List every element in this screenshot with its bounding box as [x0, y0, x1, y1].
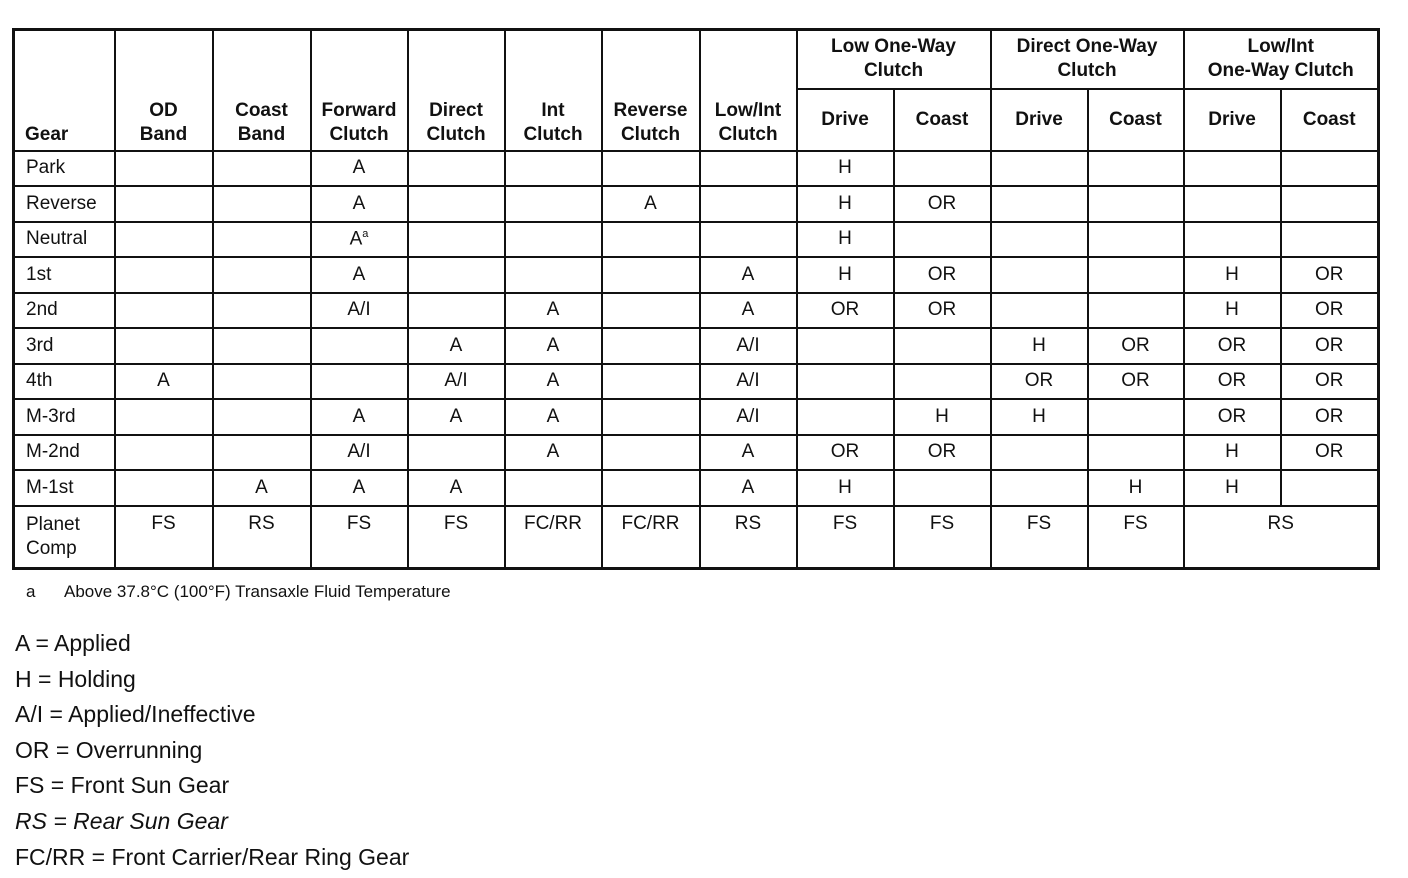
table-cell [991, 293, 1088, 329]
table-cell: H [991, 399, 1088, 435]
table-cell: OR [1184, 399, 1281, 435]
planet-comp-cell: FS [991, 506, 1088, 569]
table-cell [311, 222, 408, 258]
gear-cell: Reverse [14, 186, 115, 222]
table-cell [602, 470, 700, 506]
table-cell [115, 328, 213, 364]
table-cell [1184, 151, 1281, 187]
table-cell: H [797, 470, 894, 506]
table-cell [700, 186, 797, 222]
header-line-2: Clutch [1057, 60, 1117, 82]
table-cell [894, 151, 991, 187]
low-int-owc-drive-header: Drive [1184, 89, 1281, 151]
table-cell [894, 328, 991, 364]
table-cell [1088, 435, 1184, 471]
table-cell [213, 435, 311, 471]
table-cell: OR [1184, 364, 1281, 400]
table-cell [602, 257, 700, 293]
table-cell: OR [894, 257, 991, 293]
gear-cell: M-3rd [14, 399, 115, 435]
header-line-2: Band [139, 123, 188, 145]
table-cell [213, 222, 311, 258]
table-cell [505, 257, 602, 293]
table-cell [700, 222, 797, 258]
table-cell: OR [991, 364, 1088, 400]
table-cell [991, 435, 1088, 471]
label-line: Planet [26, 513, 80, 535]
table-cell: H [1184, 435, 1281, 471]
direct-owc-coast-header: Coast [1088, 89, 1184, 151]
table-cell: OR [1281, 435, 1379, 471]
gear-column-header: Gear [14, 30, 115, 151]
header-line-1: Reverse [613, 99, 688, 121]
legend-item: RS = Rear Sun Gear [15, 807, 228, 834]
table-cell [602, 151, 700, 187]
legend-item: A/I = Applied/Ineffective [15, 701, 256, 728]
table-cell [700, 151, 797, 187]
gear-cell: 1st [14, 257, 115, 293]
table-cell: A [213, 470, 311, 506]
header-line-1: Direct One-Way [1016, 36, 1158, 58]
planet-comp-label [14, 506, 115, 569]
table-cell: OR [1281, 328, 1379, 364]
table-cell [1088, 151, 1184, 187]
od-band-header [115, 30, 213, 151]
table-cell [602, 293, 700, 329]
table-cell: A [505, 399, 602, 435]
gear-cell: M-2nd [14, 435, 115, 471]
footnote-mark: a [26, 582, 36, 601]
gear-cell: Neutral [14, 222, 115, 258]
header-line-2: Clutch [329, 123, 389, 145]
legend-item: FC/RR = Front Carrier/Rear Ring Gear [15, 843, 410, 870]
table-cell: A/I [408, 364, 505, 400]
table-cell: A [505, 328, 602, 364]
table-cell: A [311, 151, 408, 187]
table-cell [311, 364, 408, 400]
table-cell: OR [797, 435, 894, 471]
header-line-2: Clutch [863, 60, 924, 82]
table-cell: OR [1281, 257, 1379, 293]
planet-comp-cell: RS [213, 506, 311, 569]
planet-comp-cell: FS [408, 506, 505, 569]
table-cell: A/I [700, 364, 797, 400]
table-cell: A [602, 186, 700, 222]
direct-clutch-header [408, 30, 505, 151]
table-cell: OR [1088, 364, 1184, 400]
table-cell [894, 470, 991, 506]
table-cell [115, 399, 213, 435]
table-row [14, 186, 1379, 222]
table-cell [115, 293, 213, 329]
legend-item: OR = Overrunning [15, 736, 203, 763]
planet-comp-cell: FC/RR [505, 506, 602, 569]
table-cell: A [408, 328, 505, 364]
table-cell: A [700, 470, 797, 506]
table-row [14, 328, 1379, 364]
header-line-1: Low One-Way [831, 36, 956, 58]
table-cell [1088, 293, 1184, 329]
table-cell: OR [797, 293, 894, 329]
clutch-application-table [12, 28, 1380, 570]
table-cell: OR [1281, 399, 1379, 435]
table-cell [797, 399, 894, 435]
table-row [14, 151, 1379, 187]
reverse-clutch-header [602, 30, 700, 151]
planet-comp-cell: RS [1184, 506, 1379, 569]
header-line-2: Clutch [523, 123, 583, 145]
planet-comp-cell: FS [1088, 506, 1184, 569]
table-cell [115, 222, 213, 258]
table-cell [797, 364, 894, 400]
table-cell [1088, 399, 1184, 435]
header-line-1: OD [149, 99, 178, 121]
footnote [26, 582, 451, 602]
footnote-text: Above 37.8°C (100°F) Transaxle Fluid Temperature [64, 582, 451, 601]
table-cell [1184, 186, 1281, 222]
table-cell: OR [894, 435, 991, 471]
header-line-1: Direct [429, 99, 483, 121]
header-line-1: Low/Int [714, 99, 782, 121]
legend-item: H = Holding [15, 665, 136, 692]
table-cell: H [1184, 470, 1281, 506]
table-cell: A [505, 293, 602, 329]
direct-owc-drive-header: Drive [991, 89, 1088, 151]
table-cell: H [991, 328, 1088, 364]
table-cell: A [505, 364, 602, 400]
table-cell: A [311, 470, 408, 506]
table-cell [1088, 186, 1184, 222]
gear-cell: 3rd [14, 328, 115, 364]
table-cell: H [1184, 293, 1281, 329]
table-cell [602, 364, 700, 400]
table-body [14, 151, 1379, 569]
table-cell [213, 186, 311, 222]
table-cell [213, 257, 311, 293]
table-cell: A [408, 399, 505, 435]
table-cell: OR [894, 293, 991, 329]
legend-item: A = Applied [15, 630, 131, 656]
table-cell [115, 435, 213, 471]
table-cell: A [700, 293, 797, 329]
header-line-1: Low/Int [1247, 36, 1314, 58]
table-cell: H [797, 151, 894, 187]
table-cell [991, 470, 1088, 506]
table-cell: H [797, 222, 894, 258]
table-cell [1088, 222, 1184, 258]
table-cell [991, 151, 1088, 187]
table-cell: A [505, 435, 602, 471]
table-cell [602, 328, 700, 364]
table-cell [991, 186, 1088, 222]
low-owc-drive-header: Drive [797, 89, 894, 151]
table-row [14, 222, 1379, 258]
table-cell [991, 222, 1088, 258]
table-row [14, 470, 1379, 506]
table-cell [408, 222, 505, 258]
table-cell [408, 435, 505, 471]
table-cell [1281, 151, 1379, 187]
gear-cell: Park [14, 151, 115, 187]
table-cell: A [311, 186, 408, 222]
table-cell: A [408, 470, 505, 506]
table-cell [797, 328, 894, 364]
planet-comp-cell: FS [894, 506, 991, 569]
table-cell [408, 151, 505, 187]
table-cell [115, 151, 213, 187]
legend-item: FS = Front Sun Gear [15, 772, 230, 799]
table-cell [213, 364, 311, 400]
table-cell: OR [1088, 328, 1184, 364]
table-cell [894, 364, 991, 400]
table-cell [505, 151, 602, 187]
planet-comp-cell: FS [797, 506, 894, 569]
table-row [14, 364, 1379, 400]
header-line-2: Clutch [620, 123, 681, 145]
table-cell: H [797, 257, 894, 293]
table-cell [991, 257, 1088, 293]
int-clutch-header [505, 30, 602, 151]
table-cell: OR [1281, 364, 1379, 400]
table-cell: H [894, 399, 991, 435]
table-cell: A [311, 257, 408, 293]
gear-cell: 2nd [14, 293, 115, 329]
table-row [14, 293, 1379, 329]
table-cell: A/I [700, 328, 797, 364]
low-int-clutch-header [700, 30, 797, 151]
table-row [14, 435, 1379, 471]
header-line-2: Clutch [426, 123, 486, 145]
forward-clutch-header [311, 30, 408, 151]
planet-comp-cell: FC/RR [602, 506, 700, 569]
gear-cell: 4th [14, 364, 115, 400]
table-cell [213, 151, 311, 187]
low-owc-coast-header: Coast [894, 89, 991, 151]
table-cell [213, 328, 311, 364]
table-row [14, 257, 1379, 293]
planet-comp-cell: RS [700, 506, 797, 569]
table-cell: H [1088, 470, 1184, 506]
gear-cell: M-1st [14, 470, 115, 506]
table-cell: A [700, 257, 797, 293]
table-cell [602, 435, 700, 471]
cell-value: A [349, 228, 363, 250]
table-cell [1281, 222, 1379, 258]
table-cell [1184, 222, 1281, 258]
label-line: Comp [26, 537, 77, 559]
table-cell: OR [1184, 328, 1281, 364]
table-cell [505, 186, 602, 222]
table-cell: OR [894, 186, 991, 222]
planet-comp-row [14, 506, 1379, 569]
table-row [14, 399, 1379, 435]
table-cell [602, 399, 700, 435]
table-cell [408, 186, 505, 222]
header-line-1: Int [541, 99, 565, 121]
table-cell: A/I [700, 399, 797, 435]
table-cell [1088, 257, 1184, 293]
table-cell: OR [1281, 293, 1379, 329]
table-cell [311, 328, 408, 364]
table-cell: A [311, 399, 408, 435]
table-cell: A [700, 435, 797, 471]
table-cell: A/I [311, 435, 408, 471]
table-cell [115, 186, 213, 222]
header-line-2: Clutch [718, 123, 778, 145]
coast-band-header [213, 30, 311, 151]
low-int-one-way-clutch-header [1184, 30, 1379, 89]
header-line-1: Coast [235, 99, 288, 121]
legend [15, 626, 409, 875]
table-cell [408, 293, 505, 329]
table-cell [894, 222, 991, 258]
table-cell [213, 293, 311, 329]
planet-comp-cell: FS [311, 506, 408, 569]
planet-comp-cell: FS [115, 506, 213, 569]
table-cell [505, 222, 602, 258]
footnote-marker: a [362, 228, 369, 241]
table-cell [213, 399, 311, 435]
table-cell [505, 470, 602, 506]
table-cell: A/I [311, 293, 408, 329]
table-cell [115, 470, 213, 506]
table-cell [115, 257, 213, 293]
table-cell [602, 222, 700, 258]
direct-one-way-clutch-header [991, 30, 1184, 89]
table-cell: H [1184, 257, 1281, 293]
header-line-2: Band [237, 123, 286, 145]
table-cell [408, 257, 505, 293]
table-cell [1281, 470, 1379, 506]
table-cell: A [115, 364, 213, 400]
table-cell: H [797, 186, 894, 222]
low-int-owc-coast-header: Coast [1281, 89, 1379, 151]
low-one-way-clutch-header [797, 30, 991, 89]
header-line-1: Forward [321, 99, 397, 121]
header-line-2: One-Way Clutch [1207, 60, 1354, 82]
table-cell [1281, 186, 1379, 222]
